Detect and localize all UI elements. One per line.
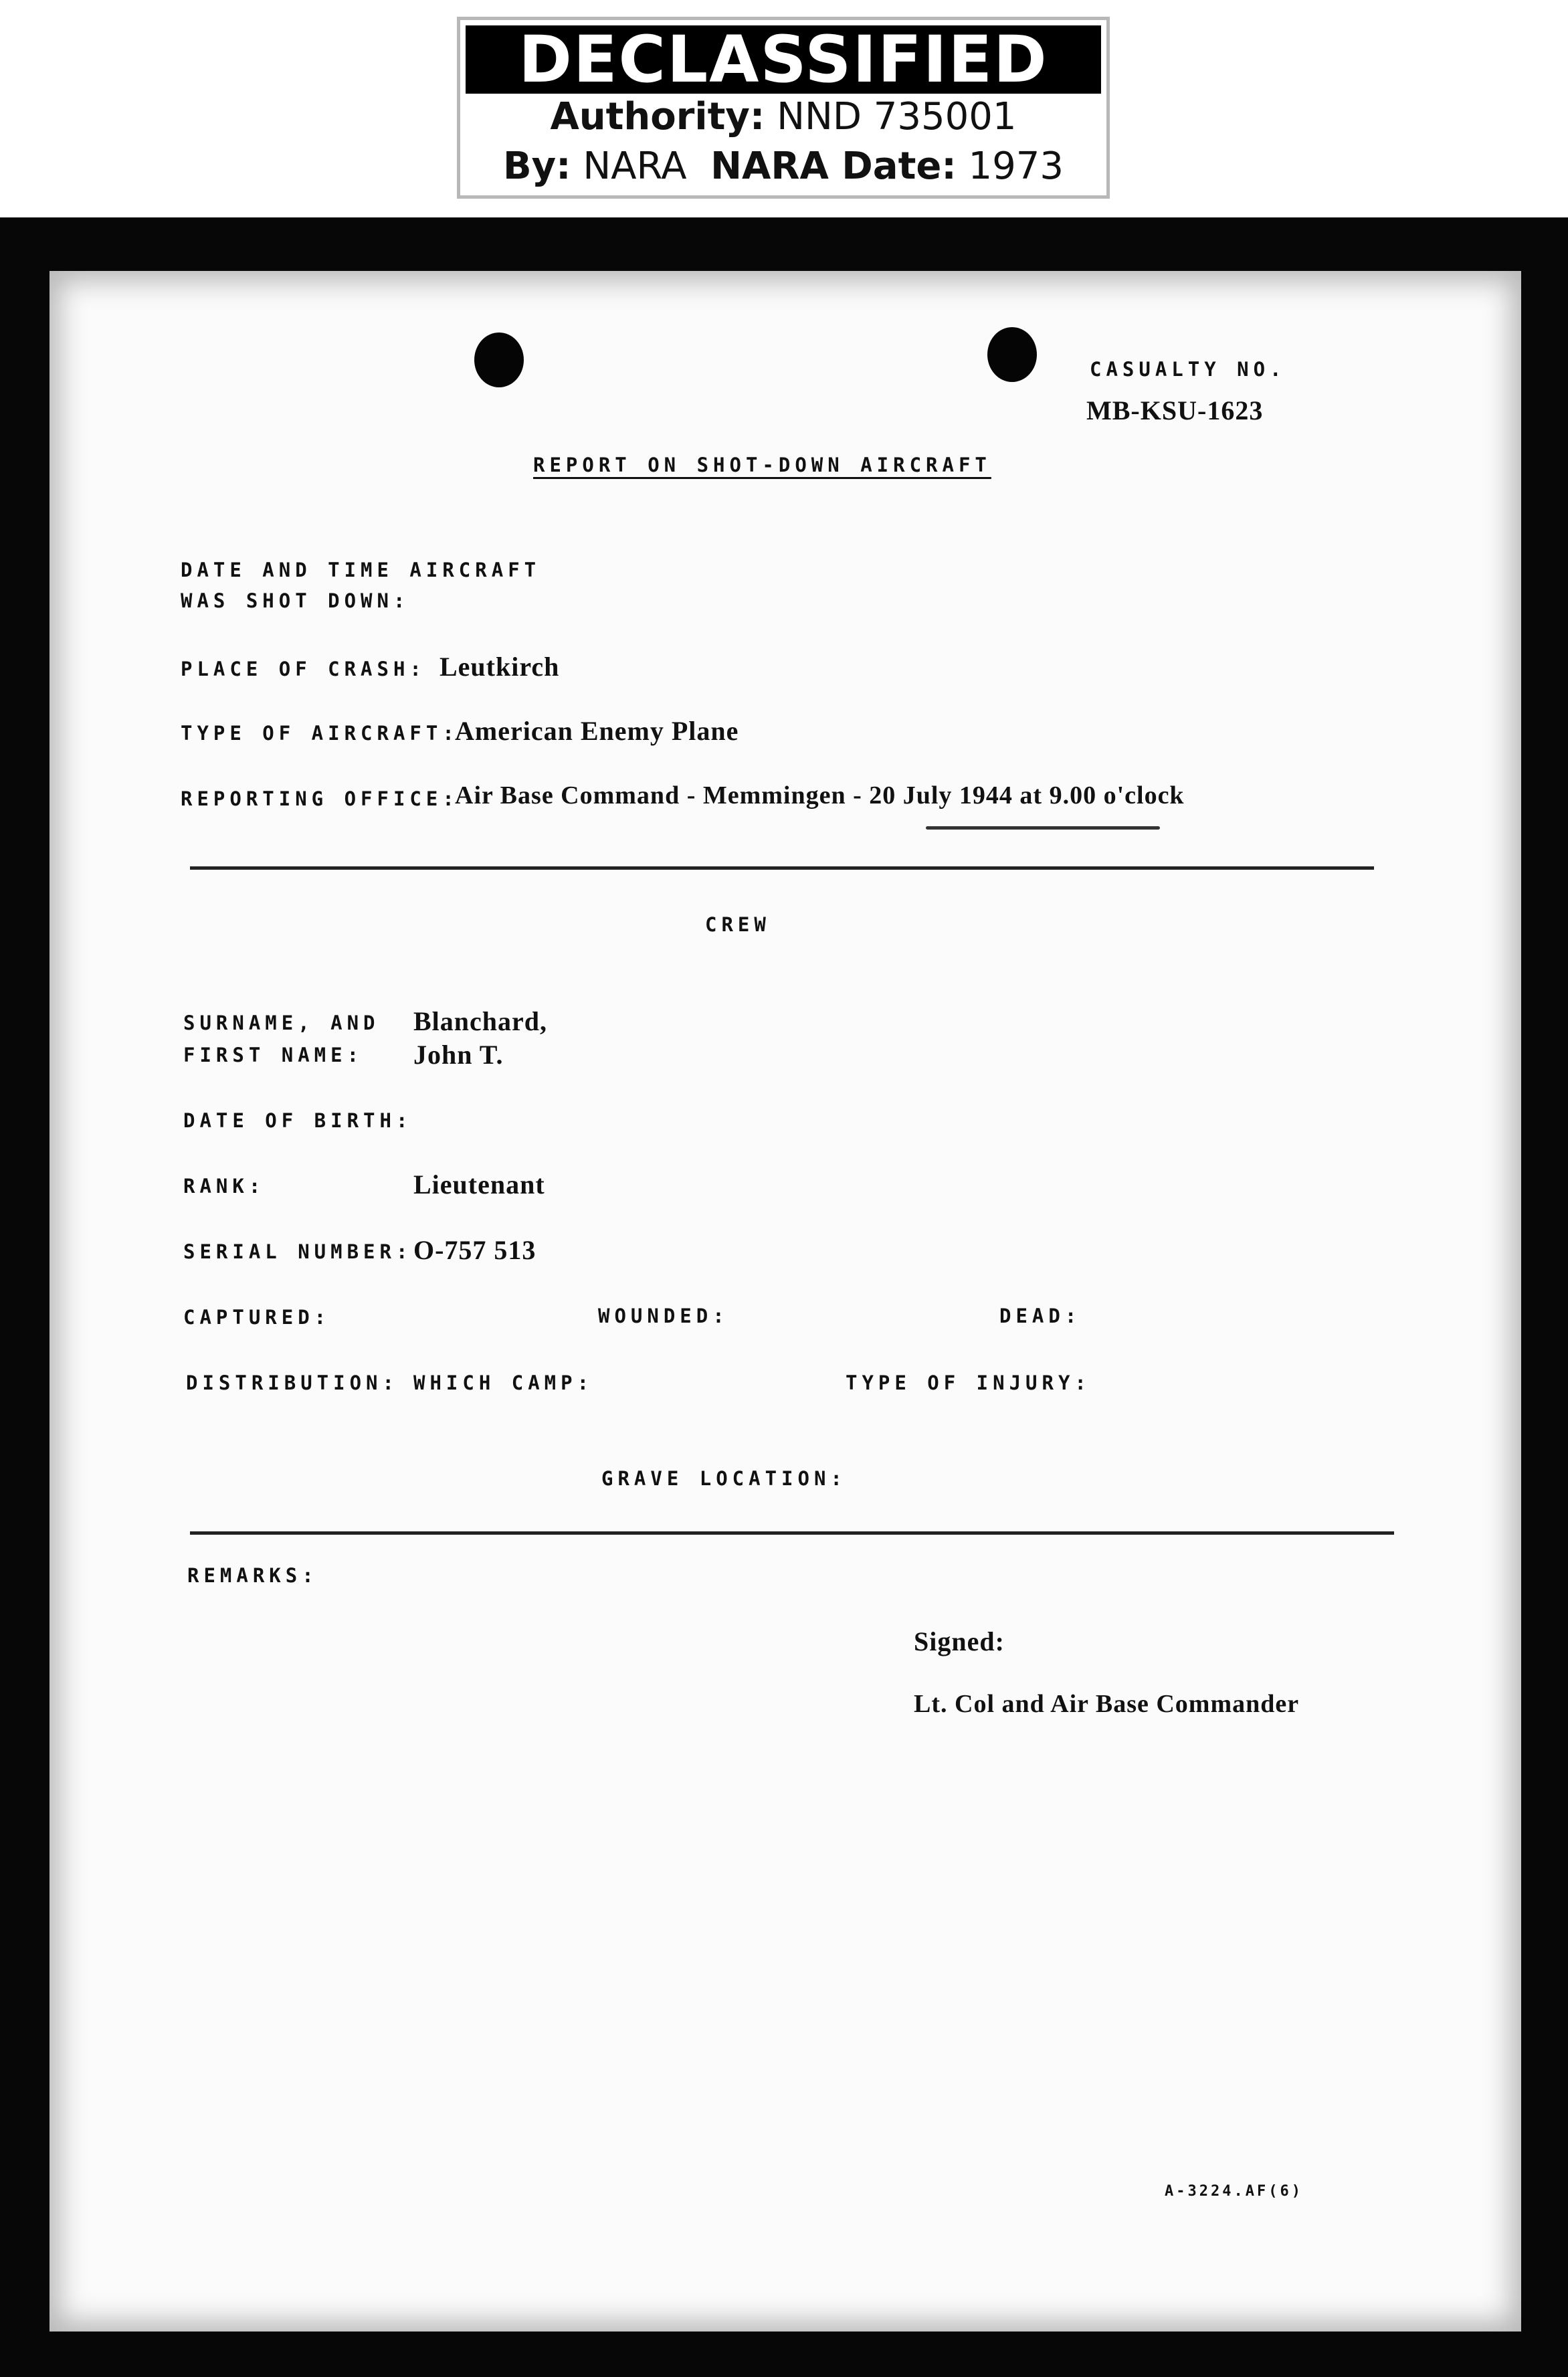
- scanned-document-frame: [0, 217, 1568, 2377]
- punch-hole: [474, 332, 524, 387]
- date-time-label-line2: WAS SHOT DOWN:: [181, 589, 410, 612]
- handwritten-underline: [926, 826, 1160, 830]
- report-page: [50, 271, 1521, 2332]
- distribution-label: DISTRIBUTION:: [186, 1371, 399, 1394]
- section-divider: [190, 1531, 1394, 1535]
- stamp-by-label: By:: [502, 145, 571, 188]
- serial-number-value: O-757 513: [413, 1235, 536, 1265]
- section-divider: [190, 866, 1374, 870]
- rank-value: Lieutenant: [413, 1169, 545, 1200]
- report-title: REPORT ON SHOT-DOWN AIRCRAFT: [533, 454, 991, 476]
- date-of-birth-label: DATE OF BIRTH:: [183, 1109, 413, 1132]
- name-label-line2: FIRST NAME:: [183, 1044, 364, 1066]
- casualty-number-label: CASUALTY NO.: [1090, 358, 1286, 381]
- stamp-by-value: NARA: [583, 145, 687, 188]
- place-of-crash-label: PLACE OF CRASH:: [181, 658, 426, 680]
- casualty-number-value: MB-KSU-1623: [1086, 395, 1264, 425]
- reporting-office-value: Air Base Command - Memmingen - 20 July 1944 at 9.00 o'clock: [455, 781, 1185, 810]
- crew-surname: Blanchard,: [413, 1006, 548, 1036]
- date-time-label-line1: DATE AND TIME AIRCRAFT: [181, 559, 541, 581]
- remarks-label: REMARKS:: [187, 1564, 318, 1587]
- reporting-office-label: REPORTING OFFICE:: [181, 787, 459, 810]
- signer-title: Lt. Col and Air Base Commander: [914, 1690, 1300, 1718]
- place-of-crash-value: Leutkirch: [439, 652, 560, 682]
- form-number: A-3224.AF(6): [1165, 2183, 1303, 2200]
- crew-heading: CREW: [705, 913, 771, 936]
- stamp-authority-label: Authority:: [550, 95, 765, 138]
- stamp-date-label: NARA Date:: [710, 145, 957, 188]
- aircraft-type-value: American Enemy Plane: [455, 716, 739, 746]
- name-label-line1: SURNAME, AND: [183, 1012, 380, 1034]
- declassified-stamp: [457, 17, 1110, 199]
- aircraft-type-label: TYPE OF AIRCRAFT:: [181, 722, 459, 745]
- stamp-title: DECLASSIFIED: [466, 25, 1101, 94]
- grave-location-label: GRAVE LOCATION:: [601, 1467, 847, 1490]
- wounded-label: WOUNDED:: [598, 1305, 729, 1327]
- stamp-by-line: [460, 145, 1106, 188]
- crew-first-name: John T.: [413, 1040, 504, 1070]
- rank-label: RANK:: [183, 1175, 266, 1198]
- punch-hole: [987, 327, 1037, 382]
- stamp-authority-value: NND 735001: [777, 95, 1017, 138]
- signed-label: Signed:: [914, 1626, 1005, 1656]
- stamp-authority-line: [460, 95, 1106, 138]
- dead-label: DEAD:: [999, 1305, 1082, 1327]
- type-of-injury-label: TYPE OF INJURY:: [846, 1371, 1091, 1394]
- captured-label: CAPTURED:: [183, 1306, 331, 1329]
- which-camp-label: WHICH CAMP:: [413, 1371, 594, 1394]
- serial-number-label: SERIAL NUMBER:: [183, 1240, 413, 1263]
- stamp-date-value: 1973: [968, 145, 1064, 188]
